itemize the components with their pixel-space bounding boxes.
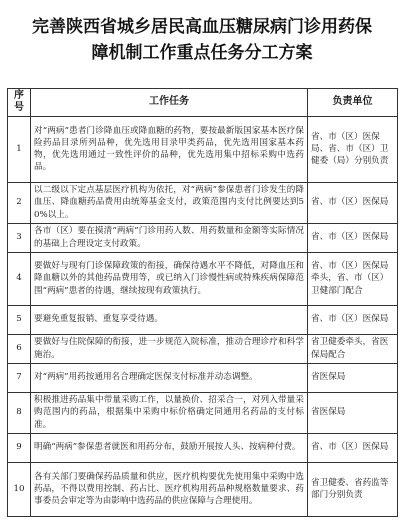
row-task: 对“两病”患者门诊降血压或降血糖的药物，要按最新版国家基本医疗保险药品目录所列品种，优先选用目录甲类药品，优先选用国家基本药物，优先选用通过一致性评价的品种，优先选用集中招标采购中选药品。: [31, 116, 308, 182]
row-number: 9: [8, 433, 31, 462]
row-number: 2: [8, 182, 31, 223]
table-header-row: [8, 89, 398, 117]
row-unit: 省卫健委、省药监等部门分别负责: [308, 462, 398, 516]
row-task: 各有关部门要确保药品质量和供应，医疗机构要优先使用集中采购中选药品，不得以费用控制、药占比、医疗机构用药品种规格数量要求、药事委员会审定等为由影响中选药品的供应保障与合理使用。: [31, 462, 308, 516]
row-unit: 省医保局: [308, 392, 398, 433]
table-row: [8, 433, 398, 462]
table-row: [8, 363, 398, 392]
row-number: 8: [8, 392, 31, 433]
row-task: 积极推进药品集中带量采购工作，以量换价、招采合一，对列入带量采购范围内的药品，根据集中采购中标价格确定同通用名药品的支付标准。: [31, 392, 308, 433]
table-row: [8, 462, 398, 516]
row-number: 3: [8, 223, 31, 252]
header-unit: 负责单位: [308, 89, 398, 117]
table-row: [8, 334, 398, 363]
row-task: 以二级以下定点基层医疗机构为依托，对“两病”参保患者门诊发生的降血压、降血糖药品费用由统筹基金支付，政策范围内支付比例要达到50%以上。: [31, 182, 308, 223]
header-serial: 序号: [8, 89, 31, 117]
row-task: 要做好与现有门诊保障政策的衔接，确保待遇水平不降低，对降血压和降血糖以外的其他药品费用等，或已纳入门诊慢性病或特殊疾病保障范围“两病”患者的待遇，继续按现有政策执行。: [31, 252, 308, 305]
row-unit: 省、市（区）医保局: [308, 305, 398, 334]
table-row: [8, 252, 398, 305]
row-unit: 省、市（区）医保局: [308, 433, 398, 462]
row-number: 1: [8, 116, 31, 182]
table-row: [8, 223, 398, 252]
row-number: 7: [8, 363, 31, 392]
table-row: [8, 305, 398, 334]
row-unit: 省、市（区）医保局牵头，省、市（区）卫健部门配合: [308, 252, 398, 305]
table-row: [8, 116, 398, 182]
row-unit: 省、市（区）医保局、省、市（区）卫健委（局）分别负责: [308, 116, 398, 182]
row-task: 要避免重复报销、重复享受待遇。: [31, 305, 308, 334]
row-unit: 省、市（区）医保局: [308, 182, 398, 223]
table-row: [8, 392, 398, 433]
task-table: [7, 88, 398, 517]
row-unit: 省医保局: [308, 363, 398, 392]
row-task: 对“两病”用药按通用名合理确定医保支付标准并动态调整。: [31, 363, 308, 392]
header-task: 工作任务: [31, 89, 308, 117]
row-number: 10: [8, 462, 31, 516]
row-unit: 省卫健委牵头，省医保局配合: [308, 334, 398, 363]
table-row: [8, 182, 398, 223]
row-task: 要做好与住院保障的衔接，进一步规范入院标准，推动合理诊疗和科学施治。: [31, 334, 308, 363]
row-number: 4: [8, 252, 31, 305]
row-number: 6: [8, 334, 31, 363]
row-task: 各市（区）要在摸清“两病”门诊用药人数、用药数量和金额等实际情况的基础上合理设定支付政策。: [31, 223, 308, 252]
row-unit: 省、市（区）医保局: [308, 223, 398, 252]
title-line-2: 障机制工作重点任务分工方案: [91, 43, 313, 63]
document-title: [0, 14, 404, 66]
title-line-1: 完善陕西省城乡居民高血压糖尿病门诊用药保: [32, 17, 372, 37]
row-task: 明确“两病”参保患者就医和用药分布，鼓励开展按人头、按病种付费。: [31, 433, 308, 462]
row-number: 5: [8, 305, 31, 334]
